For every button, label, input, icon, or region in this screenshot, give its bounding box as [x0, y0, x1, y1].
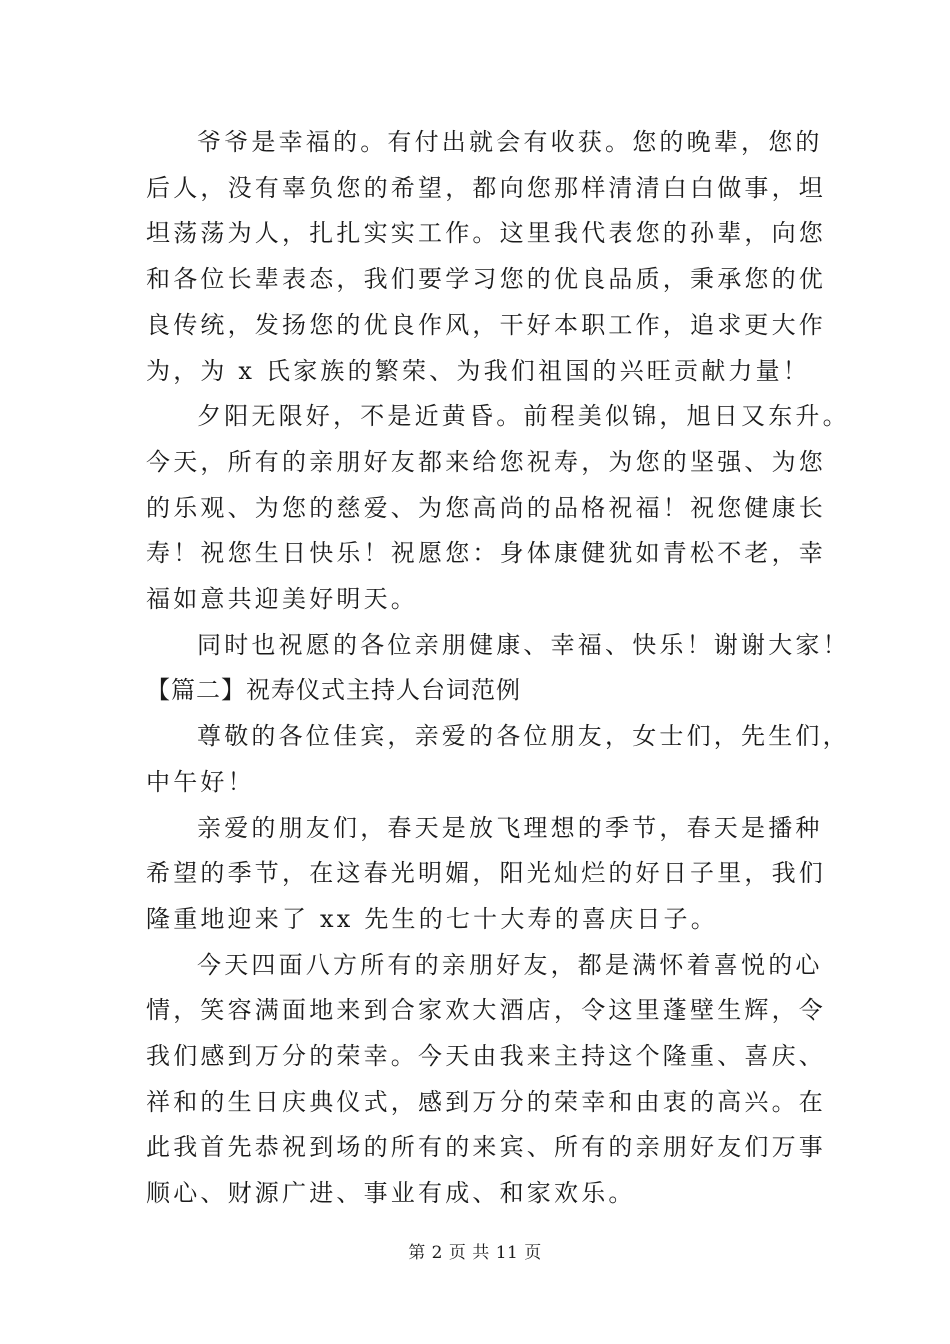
text-line: 今天四面八方所有的亲朋好友，都是满怀着喜悦的心: [197, 950, 823, 979]
text-line: 亲爱的朋友们，春天是放飞理想的季节，春天是播种: [197, 813, 823, 842]
page-number: 第 2 页 共 11 页: [408, 1243, 542, 1263]
text-line: 顺心、财源广进、事业有成、和家欢乐。: [146, 1179, 636, 1208]
text-line: 寿！祝您生日快乐！祝愿您：身体康健犹如青松不老，幸: [146, 539, 826, 568]
paragraph: [146, 120, 836, 394]
paragraph: [146, 714, 850, 805]
text-line: 和各位长辈表态，我们要学习您的优良品质，秉承您的优: [146, 265, 826, 294]
text-line: 尊敬的各位佳宾，亲爱的各位朋友，女士们，先生们，: [197, 722, 850, 751]
text-line: 此我首先恭祝到场的所有的来宾、所有的亲朋好友们万事: [146, 1133, 826, 1162]
text-line: 福如意共迎美好明天。: [146, 585, 418, 614]
text-line: 今天，所有的亲朋好友都来给您祝寿，为您的坚强、为您: [146, 447, 826, 476]
text-line: 中午好！: [146, 767, 255, 796]
text-line: 情，笑容满面地来到合家欢大酒店，令这里蓬壁生辉，令: [146, 996, 826, 1025]
text-line: 爷爷是幸福的。有付出就会有收获。您的晚辈，您的: [197, 128, 823, 156]
text-line: 希望的季节，在这春光明媚，阳光灿烂的好日子里，我们: [146, 859, 826, 888]
document-body: [146, 120, 850, 1217]
text-line: 坦荡荡为人，扎扎实实工作。这里我代表您的孙辈，向您: [146, 219, 826, 248]
text-line: 祥和的生日庆典仪式，感到万分的荣幸和由衷的高兴。在: [146, 1087, 826, 1116]
text-line: 的乐观、为您的慈爱、为您高尚的品格祝福！祝您健康长: [146, 493, 826, 522]
text-line: 良传统，发扬您的优良作风，干好本职工作，追求更大作: [146, 310, 826, 339]
text-line: 我们感到万分的荣幸。今天由我来主持这个隆重、喜庆、: [146, 1042, 826, 1071]
text-line: 为，为 x 氏家族的繁荣、为我们祖国的兴旺贡献力量！: [146, 356, 810, 385]
text-line: 夕阳无限好，不是近黄昏。前程美似锦，旭日又东升。: [197, 402, 850, 431]
text-line: 后人，没有辜负您的希望，都向您那样清清白白做事，坦: [146, 173, 826, 202]
section-heading: 【篇二】祝寿仪式主持人台词范例: [146, 676, 521, 705]
paragraph: [146, 394, 850, 623]
text-line: 隆重地迎来了 xx 先生的七十大寿的喜庆日子。: [146, 904, 718, 933]
paragraph: [146, 806, 836, 943]
paragraph: [146, 943, 836, 1217]
paragraph: [146, 623, 850, 669]
text-line: 同时也祝愿的各位亲朋健康、幸福、快乐！谢谢大家！: [197, 630, 850, 659]
